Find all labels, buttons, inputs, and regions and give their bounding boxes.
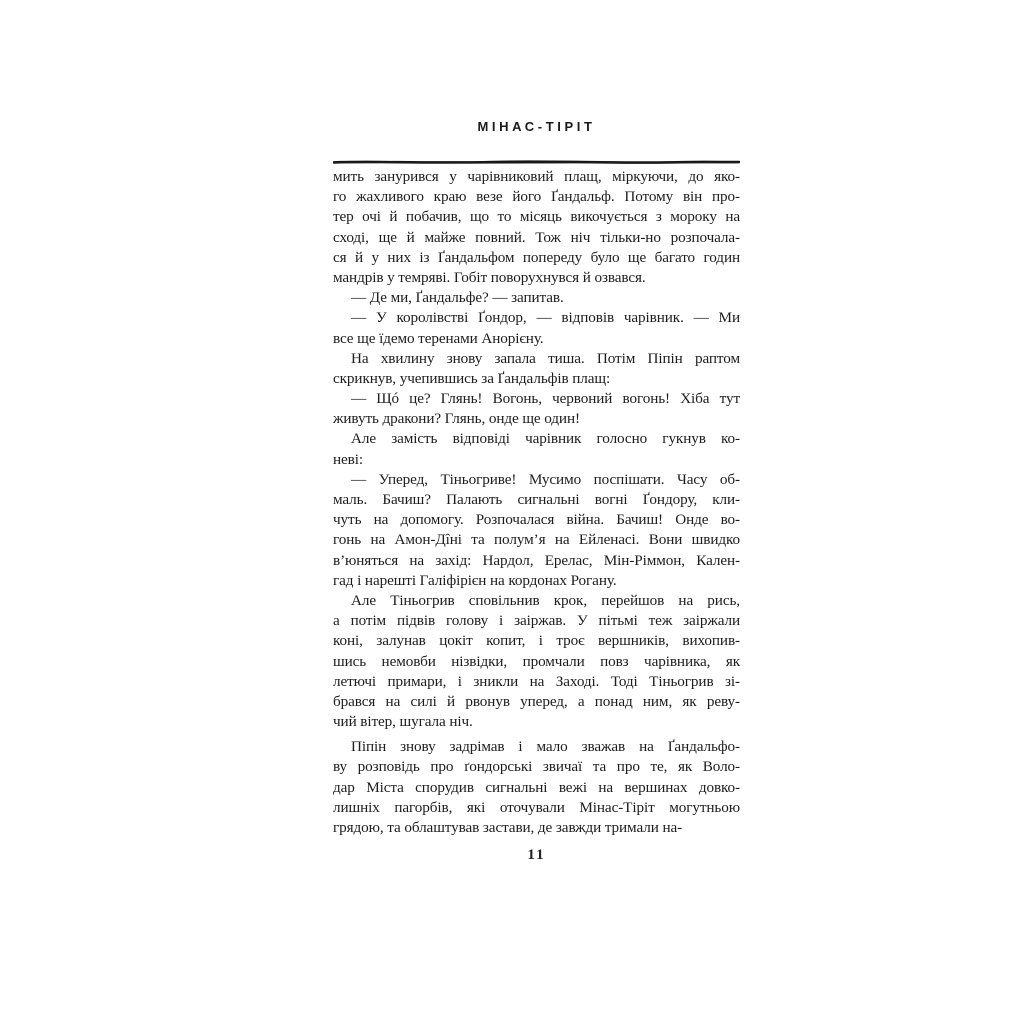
text-line: — Щó це? Глянь! Вогонь, червоний вогонь! Хіба тут: [351, 390, 740, 408]
text-line: мить занурився у чарівниковий плащ, міркуючи, до яко-: [333, 168, 740, 185]
paragraph: [333, 288, 740, 308]
text-line: ся й у них із Ґандальфом попереду було ще багато годин: [333, 248, 740, 266]
paragraph: [333, 429, 740, 469]
text-column: [333, 120, 740, 864]
running-header: МІНАС-ТІРІТ: [477, 119, 596, 134]
paragraph: [333, 308, 740, 348]
text-line: тер очі й побачив, що то місяць викочується з мороку на: [333, 208, 740, 226]
text-line: — У королівстві Ґондор, — відповів чарівник. — Ми: [351, 309, 740, 327]
text-line: неві:: [333, 450, 363, 468]
text-line: грядою, та облаштував застави, де завжди тримали на-: [333, 819, 683, 836]
text-line: Піпін знову задрімав і мало зважав на Ґандальфо-: [351, 738, 740, 756]
paragraph: [333, 167, 740, 288]
text-line: — Де ми, Ґандальфе? — запитав.: [351, 289, 564, 307]
text-line: маль. Бачиш? Палають сигнальні вогні Ґондору, кли-: [333, 491, 740, 508]
text-line: коні, залунав цокіт копит, і троє вершників, вихопив-: [333, 632, 740, 650]
paragraph: [333, 349, 740, 389]
text-line: дар Міста спорудив сигнальні вежі на вершинах довко-: [333, 778, 740, 796]
text-line: гад і нарешті Галіфірієн на кордонах Рогану.: [333, 571, 617, 589]
text-line: а потім підвів голову і заіржав. У пітьмі теж заіржали: [333, 612, 740, 630]
text-line: все ще їдемо теренами Анорієну.: [333, 329, 544, 347]
text-line: мандрів у темряві. Гобіт поворухнувся й озвався.: [333, 268, 646, 286]
paragraph: [333, 470, 740, 591]
text-line: гонь на Амон-Дîні та полум’я на Ейленасі. Вони швидко: [333, 531, 740, 549]
text-line: скрикнув, учепившись за Ґандальфів плащ:: [333, 369, 611, 387]
paragraph: [333, 591, 740, 732]
text-line: ву розповідь про ґондорські звичаї та про те, як Воло-: [333, 758, 740, 776]
ink-rule-icon: [333, 159, 740, 165]
text-line: сході, ще й майже повний. Тож ніч тільки-но розпочала-: [333, 228, 740, 246]
page-number: 11: [527, 847, 546, 864]
text-line: шись немовби нізвідки, промчали повз чарівника, як: [333, 652, 740, 670]
text-line: го жахливого краю везе його Ґандальф. Потому він про-: [333, 188, 740, 206]
paragraph: [333, 389, 740, 429]
text-line: чий вітер, шугала ніч.: [333, 713, 473, 731]
text-line: в’юняться на захід: Нардол, Ерелас, Мін-Ріммон, Кален-: [333, 551, 740, 569]
body-text: [333, 167, 740, 838]
header-rule-decoration: [333, 152, 740, 158]
text-line: Але замість відповіді чарівник голосно гукнув ко-: [351, 430, 740, 448]
paragraph: [333, 737, 740, 838]
text-line: живуть дракони? Глянь, онде ще один!: [333, 410, 580, 428]
text-line: На хвилину знову запала тиша. Потім Піпін раптом: [351, 349, 740, 367]
text-line: лишніх пагорбів, які оточували Мінас-Тіріт могутньою: [333, 798, 740, 816]
text-line: — Уперед, Тіньогриве! Мусимо поспішати. Часу об-: [351, 470, 740, 488]
text-line: чуть на допомогу. Розпочалася війна. Бачиш! Онде во-: [333, 511, 740, 529]
text-line: брався на силі й рвонув уперед, а понад ним, як реву-: [333, 692, 740, 710]
text-line: Але Тіньогрив сповільнив крок, перейшов на рись,: [351, 591, 740, 609]
text-line: летючі примари, і зникли на Заході. Тоді Тіньогрив зі-: [333, 672, 740, 690]
